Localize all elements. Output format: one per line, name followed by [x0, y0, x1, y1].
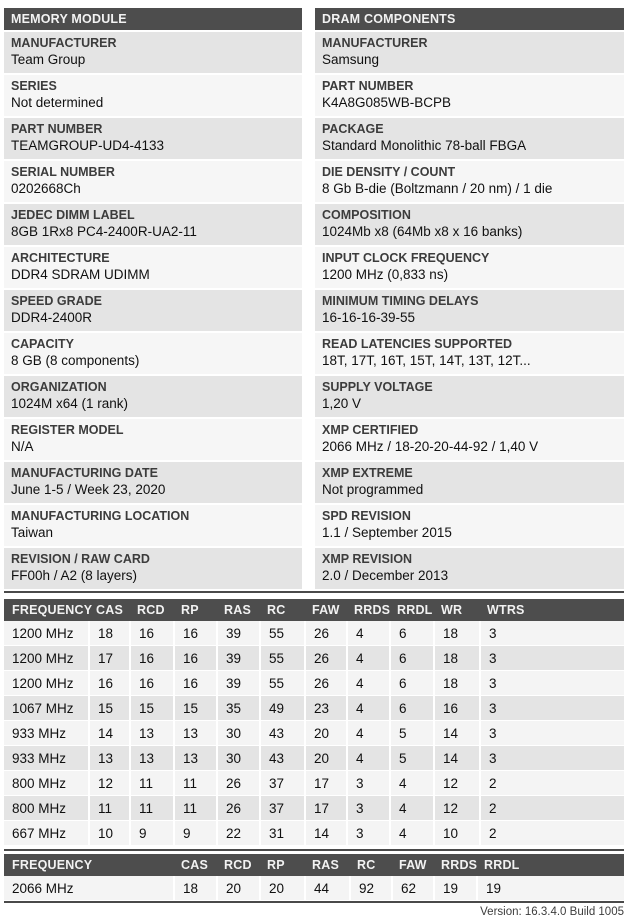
column-header: FAW: [391, 854, 433, 876]
table-cell: 17: [88, 646, 129, 671]
table-cell: 4: [346, 671, 389, 696]
table-cell: 6: [389, 621, 433, 646]
table-cell: 16: [129, 621, 173, 646]
table-cell: 1067 MHz: [4, 696, 88, 721]
column-header: RAS: [304, 854, 349, 876]
table-cell: 39: [216, 646, 259, 671]
spd-info-panel: [4, 8, 624, 919]
column-header: RRDL: [476, 854, 624, 876]
table-cell: 6: [389, 671, 433, 696]
table-cell: 3: [479, 721, 624, 746]
table-cell: 800 MHz: [4, 796, 88, 821]
info-value: 1024M x64 (1 rank): [11, 396, 129, 411]
table-cell: 16: [129, 671, 173, 696]
info-label: MANUFACTURER: [11, 36, 117, 50]
info-value: Taiwan: [11, 525, 54, 540]
table-cell: 4: [346, 621, 389, 646]
table-cell: 9: [129, 821, 173, 846]
table-cell: 13: [173, 721, 216, 746]
table-cell: 37: [259, 771, 304, 796]
info-row: [315, 204, 624, 245]
dram-components-header: DRAM COMPONENTS: [315, 8, 624, 30]
info-row: [315, 333, 624, 374]
table-cell: 13: [129, 721, 173, 746]
table-cell: 6: [389, 696, 433, 721]
column-header: RP: [173, 599, 216, 621]
column-header: FAW: [304, 599, 346, 621]
info-row: [315, 118, 624, 159]
table-cell: 14: [433, 721, 479, 746]
info-row: [315, 290, 624, 331]
info-value: 2.0 / December 2013: [322, 568, 449, 583]
table-cell: 12: [433, 771, 479, 796]
table-cell: 55: [259, 671, 304, 696]
table-cell: 30: [216, 746, 259, 771]
table-cell: 3: [346, 796, 389, 821]
table-cell: 2: [479, 771, 624, 796]
info-value: DDR4-2400R: [11, 310, 93, 325]
table-cell: 15: [173, 696, 216, 721]
info-value: 1200 MHz (0,833 ns): [322, 267, 449, 282]
table-cell: 26: [216, 796, 259, 821]
info-row: [4, 376, 302, 417]
table-cell: 14: [88, 721, 129, 746]
info-row: [4, 118, 302, 159]
dram-components-rows: [315, 32, 624, 589]
info-row: [315, 247, 624, 288]
table-row: [4, 876, 624, 901]
table-cell: 2066 MHz: [4, 876, 173, 901]
table-cell: 13: [88, 746, 129, 771]
info-columns: [4, 8, 624, 591]
info-label: PACKAGE: [322, 122, 384, 136]
version-text: Version: 16.3.4.0 Build 1005: [480, 906, 624, 918]
column-header: FREQUENCY: [4, 599, 88, 621]
info-value: DDR4 SDRAM UDIMM: [11, 267, 150, 282]
info-value: Samsung: [322, 52, 380, 67]
dram-components-section: [315, 8, 624, 591]
table-cell: 3: [479, 746, 624, 771]
info-label: INPUT CLOCK FREQUENCY: [322, 251, 490, 265]
table-cell: 37: [259, 796, 304, 821]
info-row: [315, 376, 624, 417]
table-cell: 5: [389, 746, 433, 771]
table-cell: 18: [433, 671, 479, 696]
info-label: SUPPLY VOLTAGE: [322, 380, 433, 394]
table-cell: 26: [304, 621, 346, 646]
info-row: [315, 505, 624, 546]
table-cell: 10: [88, 821, 129, 846]
info-value: K4A8G085WB-BCPB: [322, 95, 452, 110]
column-header: RCD: [216, 854, 259, 876]
table-cell: 4: [389, 821, 433, 846]
info-row: [315, 462, 624, 503]
info-label: MINIMUM TIMING DELAYS: [322, 294, 479, 308]
memory-module-section: [4, 8, 302, 591]
table-cell: 4: [346, 721, 389, 746]
info-value: 1.1 / September 2015: [322, 525, 452, 540]
table-cell: 26: [216, 771, 259, 796]
info-label: READ LATENCIES SUPPORTED: [322, 337, 513, 351]
info-label: ARCHITECTURE: [11, 251, 110, 265]
table-cell: 39: [216, 621, 259, 646]
info-row: [4, 32, 302, 73]
table-cell: 16: [88, 671, 129, 696]
info-label: SPEED GRADE: [11, 294, 102, 308]
column-header: WTRS: [479, 599, 624, 621]
column-header: RC: [259, 599, 304, 621]
table-cell: 19: [476, 876, 624, 901]
column-header: RRDL: [389, 599, 433, 621]
table-cell: 15: [88, 696, 129, 721]
info-row: [315, 75, 624, 116]
table-row: [4, 696, 624, 721]
info-value: N/A: [11, 439, 34, 454]
table-cell: 3: [346, 821, 389, 846]
info-value: FF00h / A2 (8 layers): [11, 568, 138, 583]
table-cell: 11: [88, 796, 129, 821]
info-row: [4, 333, 302, 374]
table-cell: 26: [304, 671, 346, 696]
info-value: TEAMGROUP-UD4-4133: [11, 138, 165, 153]
table-cell: 62: [391, 876, 433, 901]
table-cell: 26: [304, 646, 346, 671]
table-cell: 4: [389, 796, 433, 821]
info-label: JEDEC DIMM LABEL: [11, 208, 135, 222]
info-row: [315, 161, 624, 202]
table-cell: 22: [216, 821, 259, 846]
info-value: 1024Mb x8 (64Mb x8 x 16 banks): [322, 224, 523, 239]
table-cell: 933 MHz: [4, 746, 88, 771]
table-cell: 20: [259, 876, 304, 901]
info-row: [315, 548, 624, 589]
info-label: CAPACITY: [11, 337, 74, 351]
table-cell: 19: [433, 876, 476, 901]
table-cell: 44: [304, 876, 349, 901]
table-row: [4, 771, 624, 796]
separator-line: [4, 901, 624, 903]
info-value: 1,20 V: [322, 396, 362, 411]
table-cell: 20: [304, 746, 346, 771]
info-row: [4, 548, 302, 589]
table-cell: 18: [433, 646, 479, 671]
table-cell: 16: [129, 646, 173, 671]
table-cell: 4: [346, 746, 389, 771]
table-cell: 933 MHz: [4, 721, 88, 746]
table-cell: 9: [173, 821, 216, 846]
table-cell: 667 MHz: [4, 821, 88, 846]
memory-module-header: MEMORY MODULE: [4, 8, 302, 30]
table-cell: 11: [173, 796, 216, 821]
column-header: WR: [433, 599, 479, 621]
table-row: [4, 671, 624, 696]
info-label: SERIES: [11, 79, 57, 93]
table-cell: 13: [173, 746, 216, 771]
memory-module-rows: [4, 32, 302, 589]
table-cell: 18: [173, 876, 216, 901]
table-cell: 31: [259, 821, 304, 846]
table-cell: 39: [216, 671, 259, 696]
table-cell: 16: [173, 621, 216, 646]
table-row: [4, 621, 624, 646]
table-cell: 4: [389, 771, 433, 796]
table-row: [4, 721, 624, 746]
column-header: RRDS: [346, 599, 389, 621]
info-row: [315, 419, 624, 460]
column-header: FREQUENCY: [4, 854, 173, 876]
info-value: Not determined: [11, 95, 104, 110]
info-label: MANUFACTURING LOCATION: [11, 509, 190, 523]
table-cell: 1200 MHz: [4, 646, 88, 671]
table-cell: 23: [304, 696, 346, 721]
table-cell: 17: [304, 796, 346, 821]
table-header-row: [4, 599, 624, 621]
info-value: Standard Monolithic 78-ball FBGA: [322, 138, 527, 153]
table-cell: 4: [346, 696, 389, 721]
table-cell: 11: [129, 771, 173, 796]
info-value: Team Group: [11, 52, 86, 67]
info-label: XMP REVISION: [322, 552, 413, 566]
table-cell: 35: [216, 696, 259, 721]
table-cell: 2: [479, 796, 624, 821]
table-cell: 5: [389, 721, 433, 746]
column-header: RC: [349, 854, 391, 876]
info-row: [4, 290, 302, 331]
table-cell: 6: [389, 646, 433, 671]
info-label: XMP CERTIFIED: [322, 423, 419, 437]
table-cell: 18: [88, 621, 129, 646]
info-value: June 1-5 / Week 23, 2020: [11, 482, 166, 497]
info-label: ORGANIZATION: [11, 380, 107, 394]
table-cell: 800 MHz: [4, 771, 88, 796]
info-row: [4, 419, 302, 460]
info-row: [4, 247, 302, 288]
table-cell: 20: [216, 876, 259, 901]
table-cell: 3: [479, 621, 624, 646]
info-label: MANUFACTURER: [322, 36, 428, 50]
table-cell: 12: [88, 771, 129, 796]
xmp-timing-table: [4, 854, 624, 901]
info-value: 8GB 1Rx8 PC4-2400R-UA2-11: [11, 224, 197, 239]
info-label: COMPOSITION: [322, 208, 411, 222]
table-cell: 4: [346, 646, 389, 671]
table-cell: 14: [304, 821, 346, 846]
table-cell: 16: [173, 646, 216, 671]
info-value: 16-16-16-39-55: [322, 310, 416, 325]
column-header: CAS: [88, 599, 129, 621]
table-cell: 2: [479, 821, 624, 846]
info-value: 2066 MHz / 18-20-20-44-92 / 1,40 V: [322, 439, 539, 454]
info-label: REVISION / RAW CARD: [11, 552, 150, 566]
table-header-row: [4, 854, 624, 876]
table-cell: 18: [433, 621, 479, 646]
table-cell: 3: [479, 646, 624, 671]
table-cell: 3: [479, 671, 624, 696]
table-cell: 55: [259, 621, 304, 646]
info-label: REGISTER MODEL: [11, 423, 124, 437]
info-label: PART NUMBER: [322, 79, 414, 93]
table-cell: 43: [259, 721, 304, 746]
table-cell: 14: [433, 746, 479, 771]
table-row: [4, 646, 624, 671]
column-header: RCD: [129, 599, 173, 621]
info-label: DIE DENSITY / COUNT: [322, 165, 456, 179]
info-row: [315, 32, 624, 73]
jedec-timing-table: [4, 599, 624, 846]
table-cell: 1200 MHz: [4, 671, 88, 696]
info-row: [4, 462, 302, 503]
table-row: [4, 746, 624, 771]
info-label: XMP EXTREME: [322, 466, 413, 480]
table-cell: 15: [129, 696, 173, 721]
table-cell: 13: [129, 746, 173, 771]
info-row: [4, 75, 302, 116]
info-value: Not programmed: [322, 482, 424, 497]
table-cell: 55: [259, 646, 304, 671]
table-cell: 16: [173, 671, 216, 696]
table-row: [4, 796, 624, 821]
info-row: [4, 161, 302, 202]
table-cell: 3: [479, 696, 624, 721]
info-value: 8 GB (8 components): [11, 353, 140, 368]
info-label: PART NUMBER: [11, 122, 103, 136]
info-label: SPD REVISION: [322, 509, 411, 523]
info-label: MANUFACTURING DATE: [11, 466, 158, 480]
info-row: [4, 505, 302, 546]
info-row: [4, 204, 302, 245]
info-label: SERIAL NUMBER: [11, 165, 115, 179]
table-cell: 43: [259, 746, 304, 771]
table-cell: 11: [173, 771, 216, 796]
table-cell: 12: [433, 796, 479, 821]
table-cell: 17: [304, 771, 346, 796]
table-cell: 92: [349, 876, 391, 901]
table-row: [4, 821, 624, 846]
table-cell: 20: [304, 721, 346, 746]
info-value: 18T, 17T, 16T, 15T, 14T, 13T, 12T...: [322, 353, 531, 368]
table-cell: 16: [433, 696, 479, 721]
table-cell: 30: [216, 721, 259, 746]
column-header: RAS: [216, 599, 259, 621]
column-header: RP: [259, 854, 304, 876]
column-header: RRDS: [433, 854, 476, 876]
table-cell: 1200 MHz: [4, 621, 88, 646]
table-cell: 11: [129, 796, 173, 821]
column-header: CAS: [173, 854, 216, 876]
info-value: 0202668Ch: [11, 181, 81, 196]
table-cell: 10: [433, 821, 479, 846]
table-cell: 49: [259, 696, 304, 721]
info-value: 8 Gb B-die (Boltzmann / 20 nm) / 1 die: [322, 181, 553, 196]
table-cell: 3: [346, 771, 389, 796]
